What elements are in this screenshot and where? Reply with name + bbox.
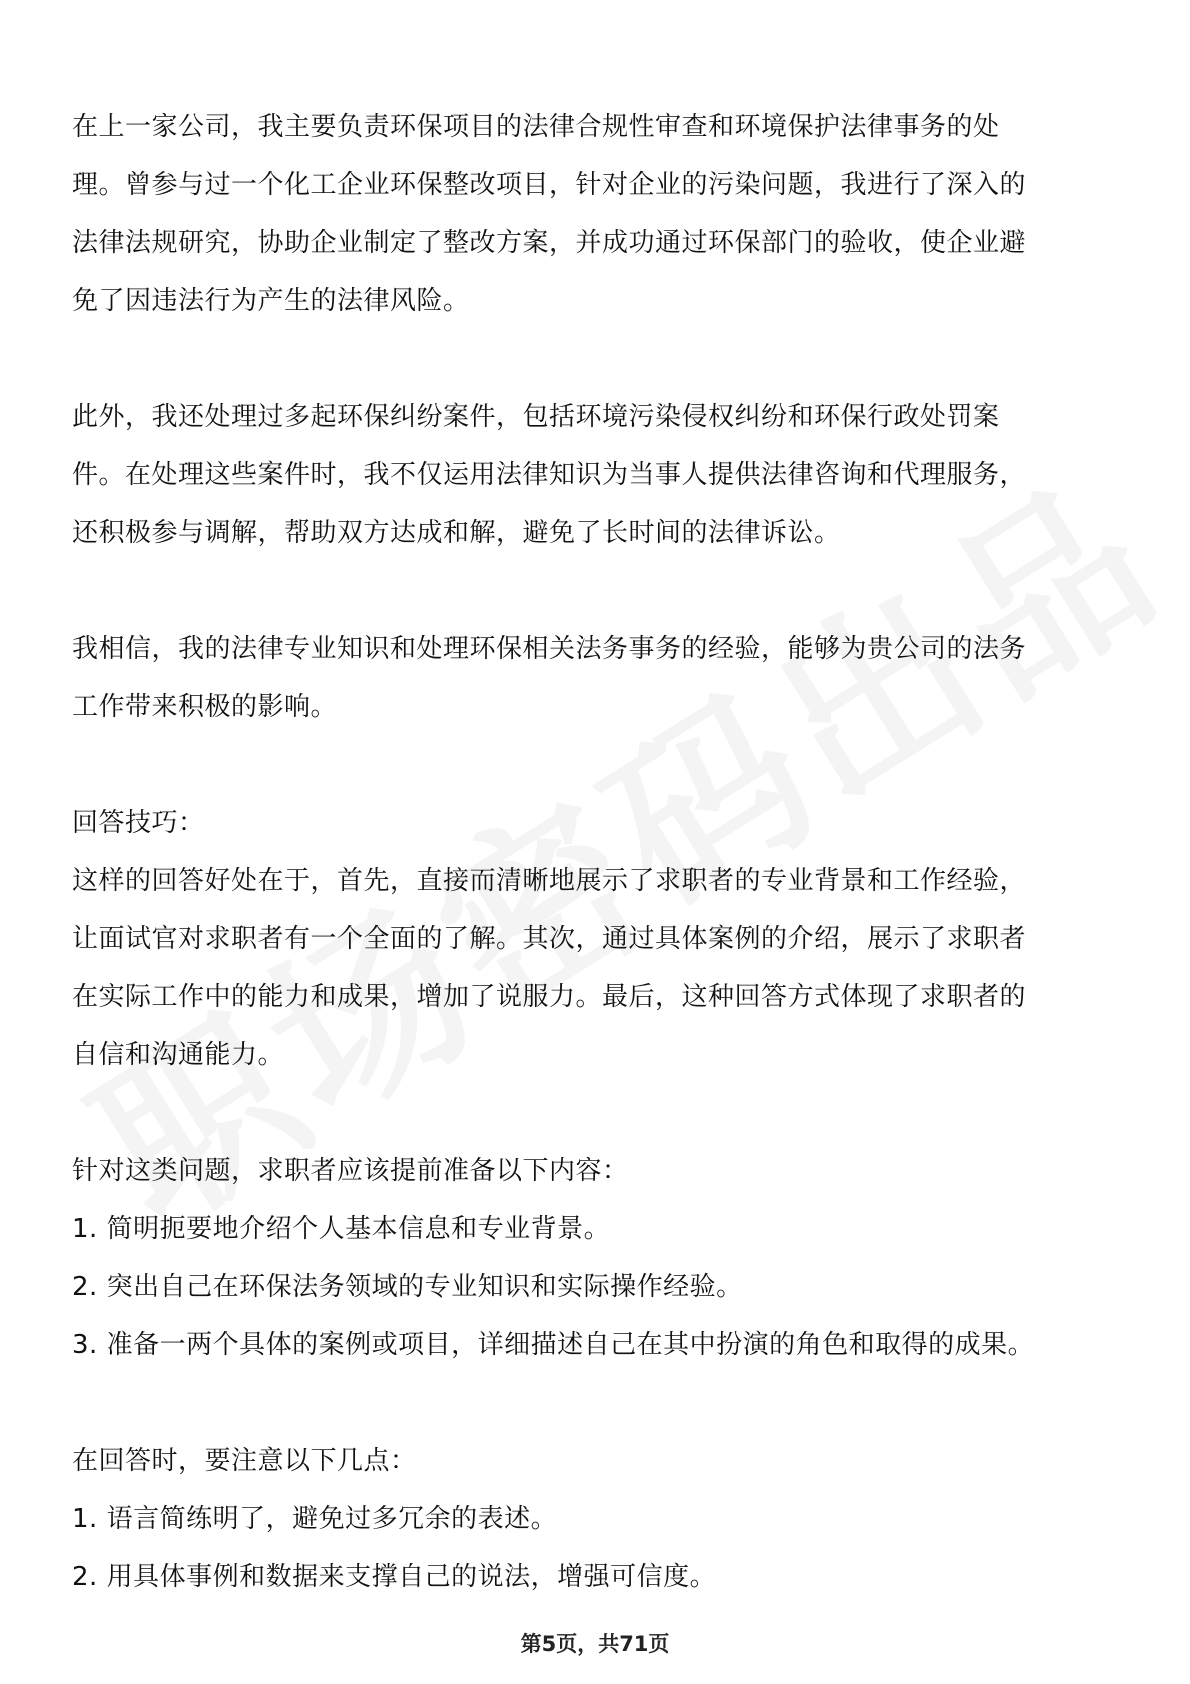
paragraph-belief: 我相信，我的法律专业知识和处理环保相关法务事务的经验，能够为贵公司的法务 工作带来积极的影响。 [72, 634, 1027, 722]
paragraph-cases: 此外，我还处理过多起环保纠纷案件，包括环境污染侵权纠纷和环保行政处罚案 件。在处理这些案件时，我不仅运用法律知识为当事人提供法律咨询和代理服务， 还积极参与调解，帮助双方达成和解，避免了长时间的法律诉讼。 [72, 402, 1027, 548]
paragraph-gap [72, 330, 1122, 388]
paragraph-gap [72, 562, 1122, 620]
paragraph-gap [72, 1374, 1122, 1432]
page-number: 第5页，共71页 [520, 1632, 670, 1656]
paragraph-gap [72, 736, 1122, 794]
paragraph-experience: 在上一家公司，我主要负责环保项目的法律合规性审查和环境保护法律事务的处 理。曾参与过一个化工企业环保整改项目，针对企业的污染问题，我进行了深入的 法律法规研究，协助企业制定了整改方案，并成功通过环保部门的验收，使企业避 免了因违法行为产生的法律风险。 [72, 112, 1027, 316]
paragraph-answer-tips: 回答技巧： 这样的回答好处在于，首先，直接而清晰地展示了求职者的专业背景和工作经验， 让面试官对求职者有一个全面的了解。其次，通过具体案例的介绍，展示了求职者 在实际工作中的能力和成果，增加了说服力。最后，这种回答方式体现了求职者的 自信和沟通能力。 [72, 808, 1027, 1070]
document-body [72, 98, 1122, 1606]
paragraph-attention-list: 在回答时，要注意以下几点： 1. 语言简练明了，避免过多冗余的表述。 2. 用具体事例和数据来支撑自己的说法，增强可信度。 [72, 1446, 717, 1592]
paragraph-gap [72, 1084, 1122, 1142]
paragraph-preparation-list: 针对这类问题，求职者应该提前准备以下内容： 1. 简明扼要地介绍个人基本信息和专业背景。 2. 突出自己在环保法务领域的专业知识和实际操作经验。 3. 准备一两个具体的案例或项目，详细描述自己在其中扮演的角色和取得的成果。 [72, 1156, 1035, 1360]
